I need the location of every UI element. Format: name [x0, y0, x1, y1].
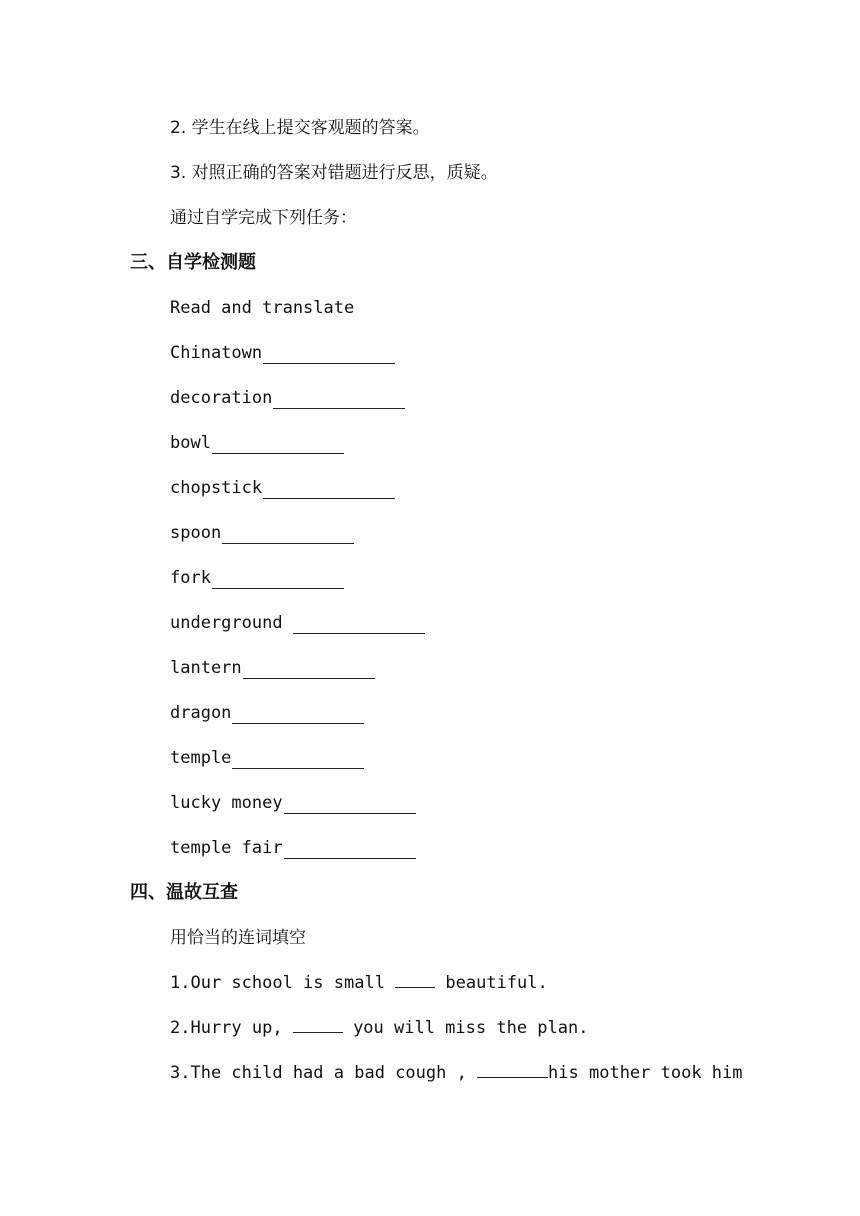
vocab-item: [170, 792, 416, 814]
section-3-instruction: Read and translate: [170, 298, 355, 318]
question-text: 3.The child had a bad cough ,: [170, 1063, 478, 1083]
answer-blank[interactable]: [293, 1018, 343, 1033]
vocab-item: [170, 612, 425, 634]
answer-blank[interactable]: [232, 707, 364, 724]
vocab-word: underground: [170, 613, 283, 633]
answer-blank[interactable]: [273, 392, 405, 409]
vocab-item: [170, 342, 395, 364]
question-text: beautiful.: [435, 973, 548, 993]
vocab-item: [170, 657, 375, 679]
vocab-item: [170, 702, 364, 724]
vocab-item: [170, 522, 354, 544]
vocab-word: lantern: [170, 658, 242, 678]
vocab-item: [170, 477, 395, 499]
answer-blank[interactable]: [212, 437, 344, 454]
answer-blank[interactable]: [263, 482, 395, 499]
section-3-heading: 三、自学检测题: [130, 252, 256, 273]
vocab-word: temple: [170, 748, 232, 768]
question-text: you will miss the plan.: [342, 1018, 589, 1038]
answer-blank[interactable]: [284, 797, 416, 814]
question-3: [170, 1062, 743, 1084]
vocab-item: [170, 387, 405, 409]
vocab-word: temple fair: [170, 838, 283, 858]
vocab-word: decoration: [170, 388, 273, 408]
question-text: 1.Our school is small: [170, 973, 396, 993]
answer-blank[interactable]: [222, 527, 354, 544]
intro-text: 通过自学完成下列任务：: [170, 208, 357, 228]
answer-blank[interactable]: [293, 617, 425, 634]
vocab-word: fork: [170, 568, 211, 588]
answer-blank[interactable]: [243, 662, 375, 679]
question-2: [170, 1017, 588, 1039]
vocab-word: spoon: [170, 523, 222, 543]
step-2: 2. 学生在线上提交客观题的答案。: [170, 118, 430, 138]
vocab-item: [170, 747, 364, 769]
question-text: his mother took him: [548, 1063, 743, 1083]
answer-blank[interactable]: [263, 347, 395, 364]
section-4-heading: 四、温故互查: [130, 882, 238, 903]
step-3: 3. 对照正确的答案对错题进行反思，质疑。: [170, 163, 498, 183]
vocab-word: Chinatown: [170, 343, 263, 363]
question-text: 2.Hurry up,: [170, 1018, 293, 1038]
answer-blank[interactable]: [477, 1063, 548, 1078]
answer-blank[interactable]: [395, 973, 435, 988]
vocab-item: [170, 837, 416, 859]
vocab-word: bowl: [170, 433, 211, 453]
vocab-item: [170, 432, 344, 454]
answer-blank[interactable]: [284, 842, 416, 859]
question-1: [170, 972, 548, 994]
vocab-word: dragon: [170, 703, 232, 723]
vocab-word: lucky money: [170, 793, 283, 813]
answer-blank[interactable]: [212, 572, 344, 589]
vocab-item: [170, 567, 344, 589]
vocab-word: chopstick: [170, 478, 263, 498]
section-4-instruction: 用恰当的连词填空: [170, 928, 306, 948]
answer-blank[interactable]: [232, 752, 364, 769]
